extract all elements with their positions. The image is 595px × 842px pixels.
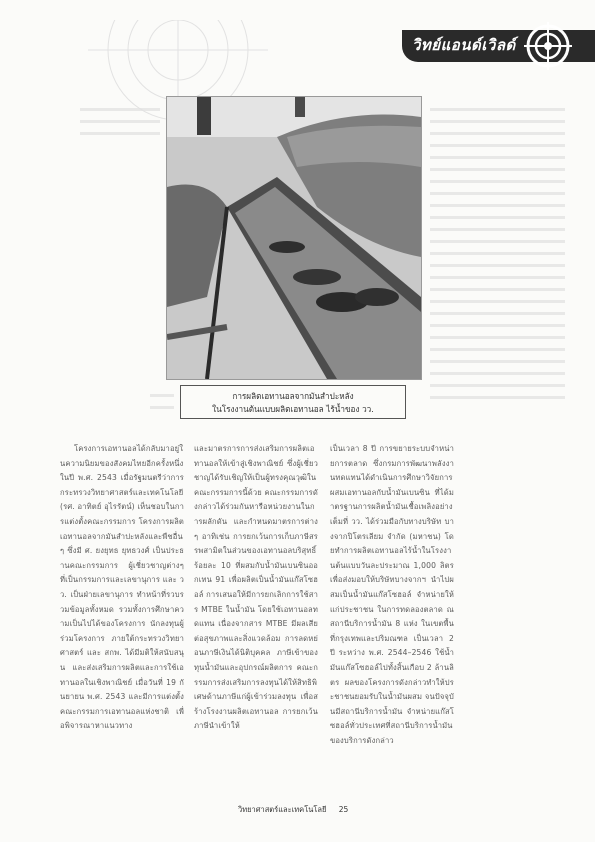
publication-name: วิทยาศาสตร์และเทคโนโลยี xyxy=(238,805,327,814)
body-column-1 xyxy=(60,442,184,734)
column-1-text: โครงการเอทานอลได้กลับมาอยู่ในความนิยมของสังคมไทยอีกครั้งหนึ่ง ในปี พ.ศ. 2543 เมื่อรัฐมนตรีว่าการกระทรวงวิทยาศาสตร์และเทคโนโลยี (รศ. อาทิตย์ อุไรรัตน์) เห็นชอบในการแต่งตั้งคณะกรรมการ โครงการผลิตเอทานอลจากมันสำปะหลังและพืชอื่นๆ ซึ่งมี ศ. ยงยุทธ ยุทธวงศ์ เป็นประธานคณะกรรมการ ผู้เชี่ยวชาญต่างๆ ที่เป็นกรรมการและเลขานุการ และ วว. เป็นฝ่ายเลขานุการ ทำหน้าที่รวบรวมข้อมูลทั้งหมด รวมทั้งการศึกษาความเป็นไปได้ของโครงการ นักลงทุนผู้ร่วมโครงการ ภายใต้กระทรวงวิทยาศาสตร์ และ สกพ. ได้มีมติให้สนับสนุน และส่งเสริมการผลิตและการใช้เอทานอลในเชิงพาณิชย์ เมื่อวันที่ 19 กันยายน พ.ศ. 2543 และมีการแต่งตั้งคณะกรรมการเอทานอลแห่งชาติ เพื่อพิจารณาหาแนวทาง xyxy=(60,444,184,731)
cassava-conveyor-photo xyxy=(166,96,422,380)
column-2-text: และมาตรการการส่งเสริมการผลิตเอทานอลให้เข้าสู่เชิงพาณิชย์ ซึ่งผู้เชี่ยวชาญได้รับเชิญให้เป็นผู้ทรงคุณวุฒิในคณะกรรมการนี้ด้วย คณะกรรมการดังกล่าวได้ร่วมกันหารือหน่วยงานในการผลักดัน และกำหนดมาตรการต่างๆ อาทิเช่น การยกเว้นการเก็บภาษีสรรพสามิตในส่วนของเอทานอลบริสุทธิ์ร้อยละ 10 ที่ผสมกับน้ำมันเบนซินออกเทน 91 เพื่อผลิตเป็นน้ำมันแก๊สโซฮอล์ การเสนอให้มีการยกเลิกการใช้สาร MTBE ในน้ำมัน โดยใช้เอทานอลทดแทน เนื่องจากสาร MTBE มีผลเสียต่อสุขภาพและสิ่งแวดล้อม การลดหย่อนภาษีเงินได้นิติบุคคล ภาษีเข้าของทุนน้ำมันและอุปกรณ์ผลิตการ คณะกรรมการส่งเสริมการลงทุนได้ให้สิทธิพิเศษด้านภาษีแก่ผู้เข้าร่วมลงทุน เพื่อสร้างโรงงานผลิตเอทานอล การยกเว้นภาษีนำเข้าให้ xyxy=(194,444,319,731)
photo-illustration xyxy=(167,97,421,379)
body-column-2 xyxy=(194,442,318,734)
show-through-text-right xyxy=(430,108,565,408)
target-icon xyxy=(524,22,572,70)
page-number: 25 xyxy=(338,805,349,814)
column-3-text: เป็นเวลา 8 ปี การขยายระบบจำหน่ายการตลาด ซึ่งกรมการพัฒนาพลังงานทดแทนได้ดำเนินการศึกษาวิจัยการผสมเอทานอลกับน้ำมันเบนซิน ที่ได้มาตรฐานการผลิตน้ำมันเชื้อเพลิงอย่างเต็มที่ วว. ได้ร่วมมือกับทางบริษัท บางจากปิโตรเลียม จำกัด (มหาชน) โดยทำการผลิตเอทานอลไร้น้ำในโรงงานต้นแบบวันละประมาณ 1,000 ลิตร เพื่อส่งมอบให้บริษัทบางจากฯ นำไปผสมเป็นน้ำมันแก๊สโซฮอล์ จำหน่ายให้แก่ประชาชน ในการทดลองตลาด ณ สถานีบริการน้ำมัน 8 แห่ง ในเขตพื้นที่กรุงเทพและปริมณฑล เป็นเวลา 2 ปี ระหว่าง พ.ศ. 2544–2546 ใช้น้ำมันแก๊สโซฮอล์ไปทั้งสิ้นเกือบ 2 ล้านลิตร ผลของโครงการดังกล่าวทำให้ประชาชนยอมรับในน้ำมันผสม จนปัจจุบันมีสถานีบริการน้ำมัน จำหน่ายแก๊สโซฮอล์ทั่วประเทศที่สถานีบริการน้ำมัน ของบริการดังกล่าว xyxy=(330,444,454,745)
section-title: วิทย์แอนด์เวิลด์ xyxy=(412,36,516,54)
caption-line-1: การผลิตเอทานอลจากมันสำปะหลัง xyxy=(232,391,354,401)
body-column-3 xyxy=(330,442,454,748)
photo-caption xyxy=(180,385,406,419)
caption-line-2: ในโรงงานต้นแบบผลิตเอทานอล ไร้น้ำของ วว. xyxy=(212,404,374,414)
page-footer xyxy=(238,804,368,816)
show-through-text-bottom xyxy=(150,394,174,412)
